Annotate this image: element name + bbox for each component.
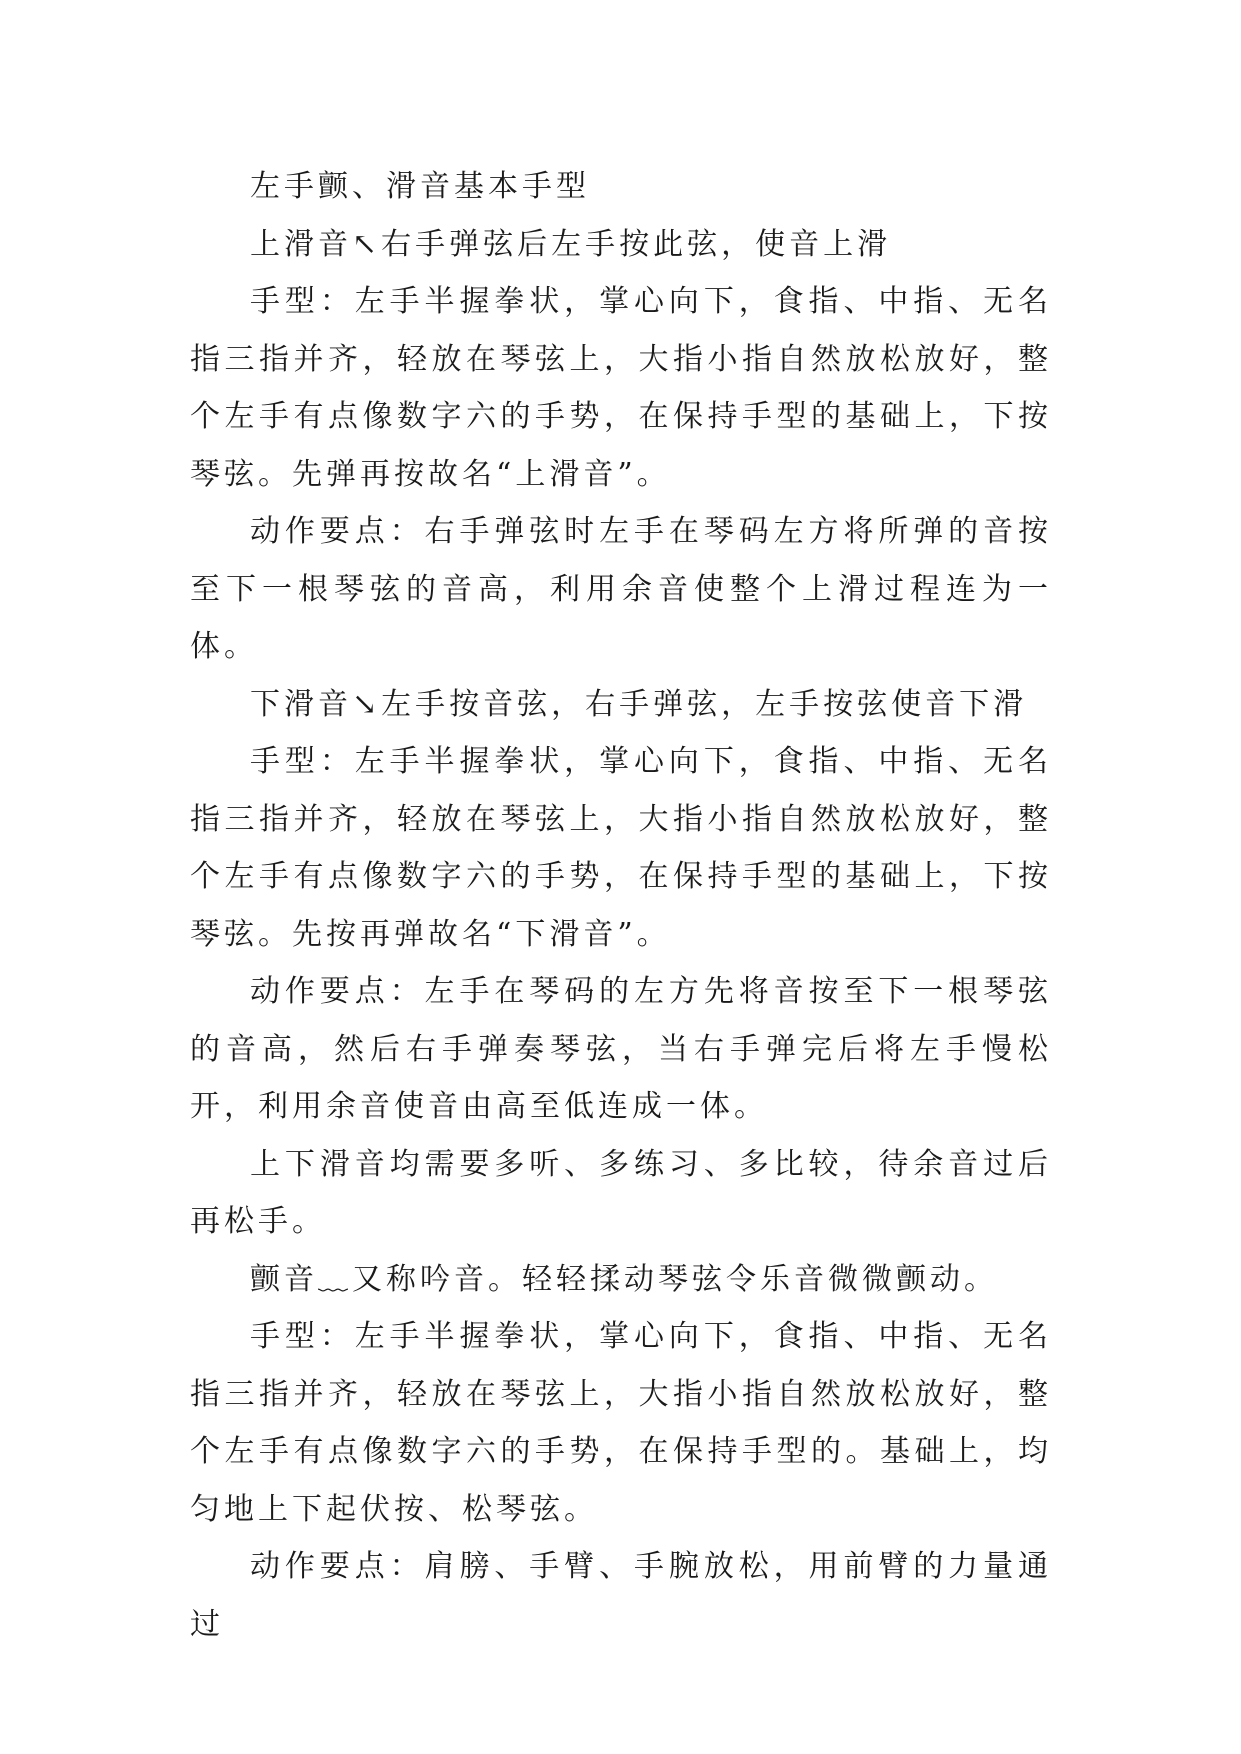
paragraph-slide-practice-note: 上下滑音均需要多听、多练习、多比较，待余音过后再松手。 (190, 1146, 1052, 1239)
paragraph-upward-slide-definition: 上滑音↖右手弹弦后左手按此弦，使音上滑 (250, 226, 892, 262)
paragraph-downward-slide-hand-shape: 手型：左手半握拳状，掌心向下，食指、中指、无名指三指并齐，轻放在琴弦上，大指小指自然放松放好，整个左手有点像数字六的手势，在保持手型的基础上，下按琴弦。先按再弹故名“下滑音”。 (190, 744, 1052, 952)
paragraph-vibrato-definition: 颤音﹏又称吟音。轻轻揉动琴弦令乐音微微颤动。 (250, 1261, 998, 1297)
paragraph-vibrato-hand-shape: 手型：左手半握拳状，掌心向下，食指、中指、无名指三指并齐，轻放在琴弦上，大指小指自然放松放好，整个左手有点像数字六的手势，在保持手型的。基础上，均匀地上下起伏按、松琴弦。 (190, 1319, 1052, 1527)
paragraph-upward-slide-hand-shape: 手型：左手半握拳状，掌心向下，食指、中指、无名指三指并齐，轻放在琴弦上，大指小指自然放松放好，整个左手有点像数字六的手势，在保持手型的基础上，下按琴弦。先弹再按故名“上滑音”。 (190, 284, 1052, 492)
paragraph-section-heading: 左手颤、滑音基本手型 (250, 169, 590, 204)
paragraph-downward-slide-key-points: 动作要点：左手在琴码的左方先将音按至下一根琴弦的音高，然后右手弹奏琴弦，当右手弹完后将左手慢松开，利用余音使音由高至低连成一体。 (190, 974, 1052, 1124)
document-body (190, 158, 1052, 1653)
paragraph-downward-slide-definition: 下滑音↘左手按音弦，右手弹弦，左手按弦使音下滑 (250, 686, 1028, 722)
paragraph-vibrato-key-points: 动作要点：肩膀、手臂、手腕放松，用前臂的力量通过 (190, 1549, 1052, 1642)
paragraph-upward-slide-key-points: 动作要点：右手弹弦时左手在琴码左方将所弹的音按至下一根琴弦的音高，利用余音使整个上滑过程连为一体。 (190, 514, 1052, 664)
